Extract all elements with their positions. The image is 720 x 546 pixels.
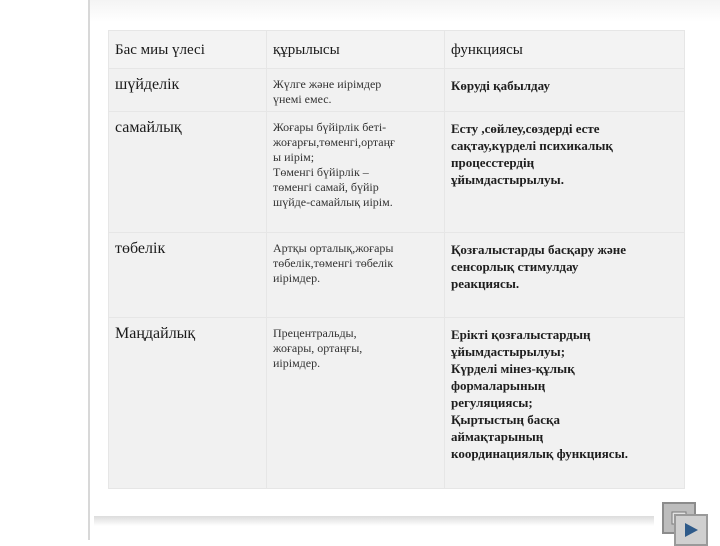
table-row [109,318,685,489]
slide-left-rule [88,0,90,540]
nav-next-button[interactable] [674,514,708,546]
function-line: сенсорлық стимулдау [451,259,579,274]
structure-line: Жүлге және иірімдер [273,77,382,91]
lobe-name: самайлық [109,112,267,233]
function-line: реакциясы. [451,276,520,291]
function-line: процесстердің [451,155,535,170]
table-row [109,69,685,112]
structure-cell [267,69,445,112]
function-line: Күрделі мінез-құлық [451,361,575,376]
play-triangle-icon [682,521,700,539]
lobe-name: төбелік [109,233,267,318]
structure-line: жоғары, ортаңғы, [273,341,363,355]
function-cell [445,318,685,489]
structure-cell [267,112,445,233]
structure-line: Төменгі бүйірлік – [273,165,369,179]
structure-line: төменгі самай, бүйір [273,180,379,194]
function-line: регуляциясы; [451,395,533,410]
function-line: сақтау,күрделі психикалық [451,138,613,153]
table-row [109,112,685,233]
header-lobe: Бас миы үлесі [109,31,267,69]
table-row [109,233,685,318]
function-cell [445,69,685,112]
structure-cell [267,233,445,318]
structure-line: үнемі емес. [273,92,332,106]
structure-line: иірімдер. [273,356,321,370]
table-header-row [109,31,685,69]
structure-line: жоғарғы,төменгі,ортаңғ [273,135,395,149]
structure-line: шүйде-самайлық иірім. [273,195,393,209]
slide-bottom-shadow [94,516,654,526]
function-line: Ерікті қозғалыстардың [451,327,591,342]
structure-line: Артқы орталық,жоғары [273,241,394,255]
header-structure: құрылысы [267,31,445,69]
lobe-name: Маңдайлық [109,318,267,489]
structure-line: ы иірім; [273,150,315,164]
function-line: координациялық функциясы. [451,446,628,461]
function-line: Қыртыстың басқа [451,412,560,427]
slide-top-bar [90,0,720,22]
function-cell [445,112,685,233]
brain-lobes-table [108,30,685,489]
structure-line: төбелік,төменгі төбелік [273,256,394,270]
structure-line: Жоғары бүйірлік беті- [273,120,387,134]
function-line: Есту ,сөйлеу,сөздерді есте [451,121,600,136]
function-line: Қозғалыстарды басқару және [451,242,626,257]
structure-cell [267,318,445,489]
function-cell [445,233,685,318]
function-line: ұйымдастырылуы; [451,344,566,359]
lobe-name: шүйделік [109,69,267,112]
function-line: формаларының [451,378,546,393]
structure-line: иірімдер. [273,271,321,285]
function-line: аймақтарының [451,429,544,444]
function-line: Көруді қабылдау [451,78,550,93]
function-line: ұйымдастырылуы. [451,172,564,187]
structure-line: Прецентральды, [273,326,357,340]
header-function: функциясы [445,31,685,69]
